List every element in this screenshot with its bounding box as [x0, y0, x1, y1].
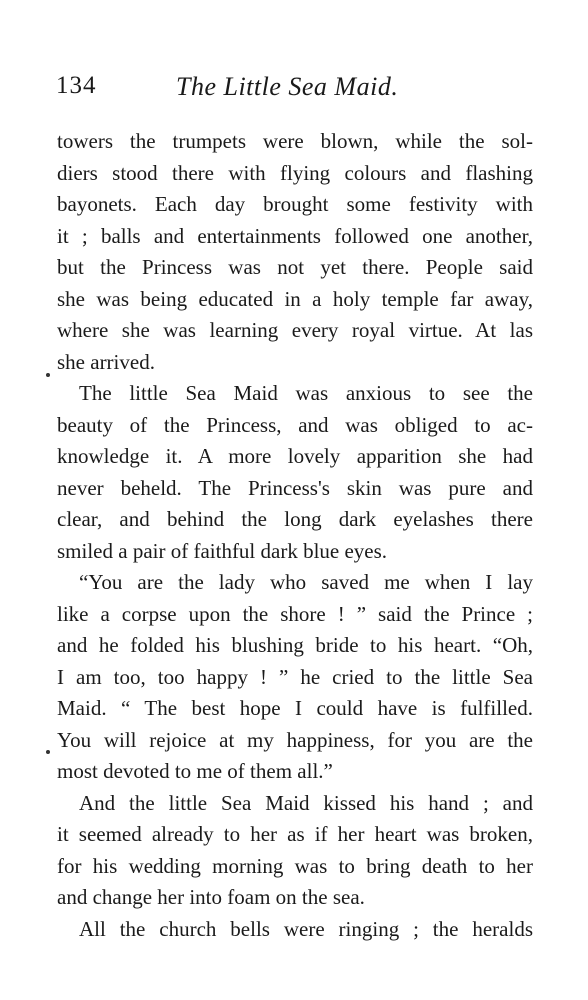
text-line: most devoted to me of them all.” — [57, 759, 333, 783]
print-speck — [46, 373, 50, 377]
text-line: but the Princess was not yet there. People said — [57, 255, 533, 279]
text-line: towers the trumpets were blown, while the sol- — [57, 129, 533, 153]
running-header — [56, 72, 536, 106]
text-line: knowledge it. A more lovely apparition she had — [57, 444, 533, 468]
text-line: The little Sea Maid was anxious to see the — [79, 381, 533, 405]
text-line: she was being educated in a holy temple far away, — [57, 286, 533, 311]
text-line: never beheld. The Princess's skin was pure and — [57, 475, 533, 500]
text-line: And the little Sea Maid kissed his hand ; and — [79, 790, 533, 815]
text-line: she arrived. — [57, 349, 155, 374]
page-number: 134 — [56, 72, 97, 99]
text-line: and change her into foam on the sea. — [57, 885, 365, 909]
text-line: for his wedding morning was to bring death to her — [57, 853, 533, 878]
text-line: smiled a pair of faithful dark blue eyes. — [57, 538, 388, 563]
text-line: like a corpse upon the shore ! ” said the Prince ; — [57, 601, 533, 626]
text-line: bayonets. Each day brought some festivity with — [57, 192, 533, 216]
text-line: where she was learning every royal virtue. At las — [57, 318, 533, 342]
text-line: diers stood there with flying colours and flashing — [57, 160, 533, 185]
text-line: Maid. “ The best hope I could have is fulfilled. — [57, 696, 533, 720]
print-speck — [46, 750, 50, 754]
text-line: I am too, too happy ! ” he cried to the little Sea — [57, 664, 533, 689]
body-text — [57, 126, 533, 945]
text-line: and he folded his blushing bride to his heart. “Oh, — [57, 633, 533, 657]
text-line: All the church bells were ringing ; the heralds — [79, 916, 533, 941]
text-line: You will rejoice at my happiness, for you are the — [57, 727, 533, 752]
text-line: beauty of the Princess, and was obliged to ac- — [57, 412, 533, 437]
running-title: The Little Sea Maid. — [176, 72, 399, 101]
text-line: clear, and behind the long dark eyelashes there — [57, 507, 533, 531]
text-line: it ; balls and entertainments followed one another, — [57, 223, 533, 248]
text-line: it seemed already to her as if her heart was broken, — [57, 822, 533, 846]
text-line: “You are the lady who saved me when I lay — [79, 570, 533, 594]
